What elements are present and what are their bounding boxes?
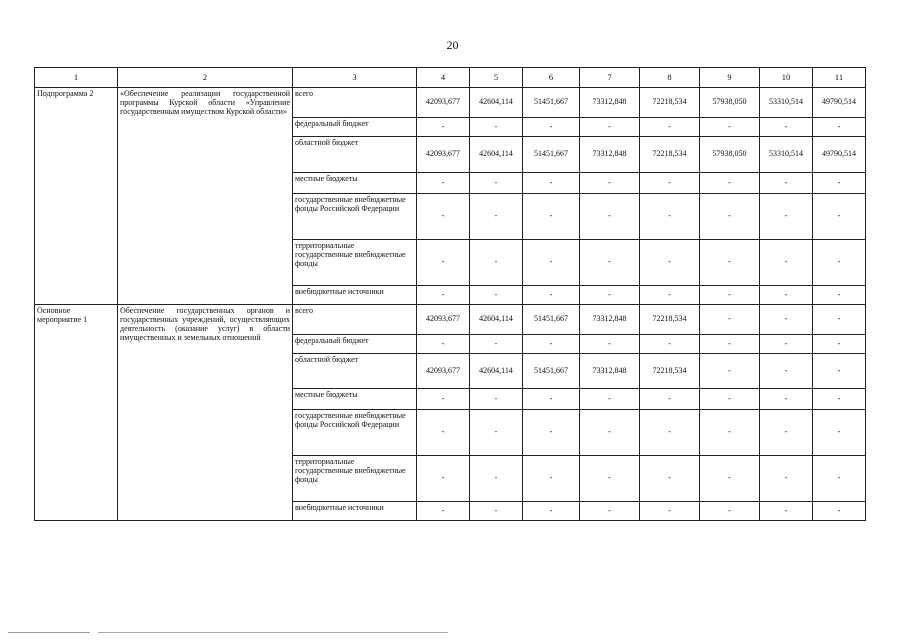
value-cell: 73312,848: [580, 354, 640, 389]
value-cell: -: [760, 118, 813, 137]
value-cell: -: [813, 389, 866, 410]
value-cell: 49790,514: [813, 137, 866, 173]
value-cell: -: [700, 456, 760, 502]
value-cell: -: [640, 410, 700, 456]
funding-source-cell: территориальные государственные внебюджетные фонды: [293, 240, 417, 286]
funding-source-cell: областной бюджет: [293, 354, 417, 389]
value-cell: -: [760, 286, 813, 305]
value-cell: -: [417, 194, 470, 240]
value-cell: 53310,514: [760, 88, 813, 118]
value-cell: -: [417, 410, 470, 456]
value-cell: -: [813, 240, 866, 286]
scan-artifact-line: [8, 632, 90, 633]
funding-source-cell: местные бюджеты: [293, 173, 417, 194]
funding-source-cell: территориальные государственные внебюджетные фонды: [293, 456, 417, 502]
value-cell: -: [640, 173, 700, 194]
value-cell: -: [700, 502, 760, 521]
value-cell: -: [417, 118, 470, 137]
value-cell: 49790,514: [813, 88, 866, 118]
column-header: 7: [580, 68, 640, 88]
value-cell: -: [417, 389, 470, 410]
value-cell: 42604,114: [470, 305, 523, 335]
value-cell: -: [417, 502, 470, 521]
value-cell: -: [470, 456, 523, 502]
value-cell: -: [523, 456, 580, 502]
value-cell: 72218,534: [640, 137, 700, 173]
funding-source-cell: внебюджетные источники: [293, 502, 417, 521]
value-cell: -: [700, 118, 760, 137]
value-cell: -: [760, 456, 813, 502]
value-cell: -: [700, 286, 760, 305]
value-cell: -: [640, 194, 700, 240]
funding-source-cell: внебюджетные источники: [293, 286, 417, 305]
value-cell: 42093,677: [417, 354, 470, 389]
value-cell: -: [523, 389, 580, 410]
value-cell: -: [523, 118, 580, 137]
value-cell: -: [640, 456, 700, 502]
value-cell: -: [760, 502, 813, 521]
value-cell: -: [417, 286, 470, 305]
value-cell: -: [580, 118, 640, 137]
value-cell: 42093,677: [417, 88, 470, 118]
value-cell: 42604,114: [470, 88, 523, 118]
value-cell: -: [700, 305, 760, 335]
column-header: 5: [470, 68, 523, 88]
value-cell: -: [760, 354, 813, 389]
value-cell: -: [580, 173, 640, 194]
value-cell: -: [580, 502, 640, 521]
financing-table: [34, 67, 866, 521]
header-row: [35, 68, 866, 88]
block-type-cell: Основное мероприятие 1: [35, 305, 118, 521]
value-cell: -: [640, 118, 700, 137]
value-cell: -: [760, 305, 813, 335]
value-cell: -: [813, 456, 866, 502]
value-cell: -: [470, 389, 523, 410]
block-name-cell: Обеспечение государственных органов и государственных учреждений, осуществляющих деятельность (оказание услуг) в области имущественных и земельных отношений: [118, 305, 293, 521]
value-cell: -: [470, 502, 523, 521]
value-cell: -: [700, 335, 760, 354]
block-type-cell: Подпрограмма 2: [35, 88, 118, 305]
value-cell: -: [760, 240, 813, 286]
funding-source-cell: федеральный бюджет: [293, 118, 417, 137]
value-cell: 53310,514: [760, 137, 813, 173]
value-cell: 73312,848: [580, 137, 640, 173]
column-header: 1: [35, 68, 118, 88]
value-cell: -: [523, 286, 580, 305]
value-cell: -: [523, 502, 580, 521]
funding-source-cell: местные бюджеты: [293, 389, 417, 410]
value-cell: -: [700, 354, 760, 389]
column-header: 10: [760, 68, 813, 88]
value-cell: -: [700, 410, 760, 456]
table-row: [35, 88, 866, 118]
value-cell: -: [417, 456, 470, 502]
value-cell: -: [580, 335, 640, 354]
value-cell: -: [813, 335, 866, 354]
column-header: 2: [118, 68, 293, 88]
value-cell: -: [417, 173, 470, 194]
column-header: 4: [417, 68, 470, 88]
block-name-cell: «Обеспечение реализации государственной программы Курской области «Управление государственным имуществом Курской области»: [118, 88, 293, 305]
funding-source-cell: федеральный бюджет: [293, 335, 417, 354]
value-cell: -: [640, 335, 700, 354]
value-cell: -: [700, 240, 760, 286]
value-cell: -: [470, 173, 523, 194]
column-header: 3: [293, 68, 417, 88]
column-header: 9: [700, 68, 760, 88]
value-cell: -: [640, 389, 700, 410]
value-cell: -: [470, 194, 523, 240]
page-number: 20: [446, 38, 459, 52]
value-cell: -: [813, 286, 866, 305]
value-cell: 42604,114: [470, 354, 523, 389]
funding-source-cell: областной бюджет: [293, 137, 417, 173]
value-cell: -: [760, 173, 813, 194]
value-cell: -: [640, 502, 700, 521]
value-cell: -: [760, 389, 813, 410]
value-cell: -: [417, 335, 470, 354]
value-cell: -: [640, 286, 700, 305]
funding-source-cell: государственные внебюджетные фонды Российской Федерации: [293, 410, 417, 456]
value-cell: -: [523, 410, 580, 456]
value-cell: -: [813, 305, 866, 335]
value-cell: -: [580, 389, 640, 410]
value-cell: 57938,050: [700, 137, 760, 173]
value-cell: -: [523, 335, 580, 354]
value-cell: -: [700, 173, 760, 194]
value-cell: -: [700, 194, 760, 240]
value-cell: -: [700, 389, 760, 410]
value-cell: -: [523, 194, 580, 240]
value-cell: -: [813, 118, 866, 137]
value-cell: -: [580, 194, 640, 240]
value-cell: 51451,667: [523, 137, 580, 173]
value-cell: -: [640, 240, 700, 286]
value-cell: -: [580, 286, 640, 305]
value-cell: 72218,534: [640, 305, 700, 335]
value-cell: -: [470, 335, 523, 354]
value-cell: -: [760, 194, 813, 240]
value-cell: -: [523, 240, 580, 286]
scan-artifact-line: [98, 632, 448, 633]
funding-source-cell: всего: [293, 305, 417, 335]
funding-source-cell: государственные внебюджетные фонды Российской Федерации: [293, 194, 417, 240]
value-cell: -: [470, 118, 523, 137]
value-cell: -: [813, 410, 866, 456]
value-cell: 57938,050: [700, 88, 760, 118]
value-cell: 42093,677: [417, 305, 470, 335]
value-cell: 51451,667: [523, 88, 580, 118]
value-cell: -: [417, 240, 470, 286]
value-cell: 42604,114: [470, 137, 523, 173]
value-cell: -: [813, 173, 866, 194]
funding-source-cell: всего: [293, 88, 417, 118]
value-cell: -: [470, 240, 523, 286]
value-cell: -: [760, 410, 813, 456]
column-header: 6: [523, 68, 580, 88]
value-cell: -: [580, 410, 640, 456]
column-header: 11: [813, 68, 866, 88]
value-cell: -: [813, 194, 866, 240]
value-cell: -: [470, 286, 523, 305]
value-cell: 42093,677: [417, 137, 470, 173]
value-cell: -: [760, 335, 813, 354]
value-cell: 73312,848: [580, 305, 640, 335]
value-cell: 72218,534: [640, 354, 700, 389]
column-header: 8: [640, 68, 700, 88]
value-cell: 73312,848: [580, 88, 640, 118]
value-cell: 72218,534: [640, 88, 700, 118]
value-cell: -: [580, 240, 640, 286]
table-row: [35, 305, 866, 335]
value-cell: -: [470, 410, 523, 456]
value-cell: -: [813, 354, 866, 389]
value-cell: 51451,667: [523, 354, 580, 389]
value-cell: 51451,667: [523, 305, 580, 335]
value-cell: -: [523, 173, 580, 194]
value-cell: -: [580, 456, 640, 502]
value-cell: -: [813, 502, 866, 521]
